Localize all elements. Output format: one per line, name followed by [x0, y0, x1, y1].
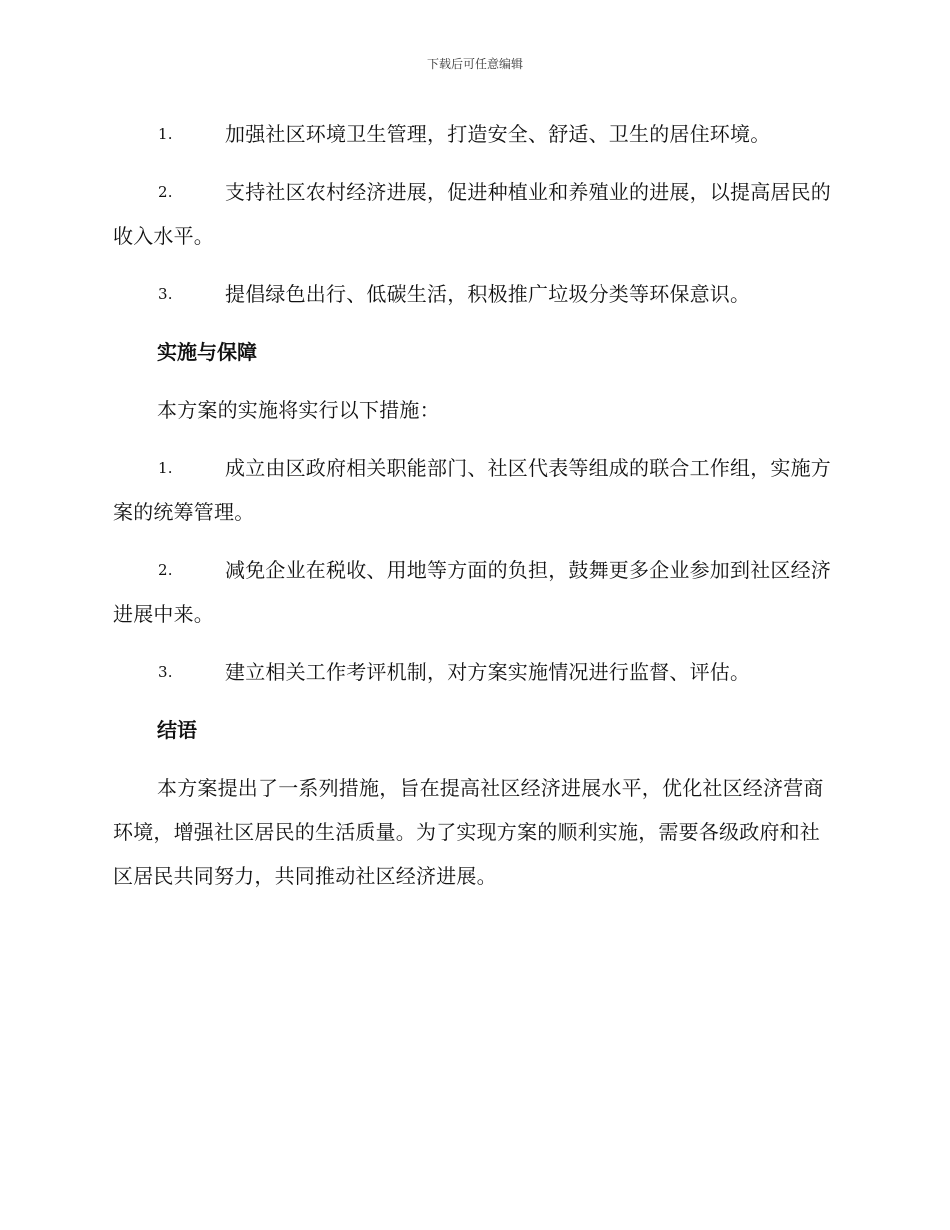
list-item-text: 建立相关工作考评机制，对方案实施情况进行监督、评估。: [225, 660, 751, 684]
list-item: [113, 170, 833, 258]
section-heading-conclusion: 结语: [157, 718, 197, 742]
list-item: [113, 446, 833, 534]
list-item-number: 1.: [158, 459, 173, 477]
list-item-text: 支持社区农村经济进展，促进种植业和养殖业的进展，以提高居民的收入水平。: [113, 180, 831, 248]
conclusion-paragraph: 本方案提出了一系列措施，旨在提高社区经济进展水平，优化社区经济营商环境，增强社区居民的生活质量。为了实现方案的顺利实施，需要各级政府和社区居民共同努力，共同推动社区经济进展。: [113, 776, 824, 888]
list-item-number: 2.: [158, 183, 173, 201]
list-item: [113, 548, 833, 636]
list-item-number: 1.: [158, 125, 173, 143]
list-item: [113, 272, 833, 316]
list-item-number: 2.: [158, 561, 173, 579]
implementation-intro: 本方案的实施将实行以下措施：: [157, 398, 440, 422]
list-item-text: 减免企业在税收、用地等方面的负担，鼓舞更多企业参加到社区经济进展中来。: [113, 558, 831, 626]
section-heading-implementation: 实施与保障: [157, 340, 257, 364]
list-item-number: 3.: [158, 663, 173, 681]
list-item-text: 加强社区环境卫生管理，打造安全、舒适、卫生的居住环境。: [225, 122, 771, 146]
list-item-number: 3.: [158, 285, 173, 303]
list-item: [113, 650, 833, 694]
list-item-text: 提倡绿色出行、低碳生活，积极推广垃圾分类等环保意识。: [225, 282, 751, 306]
list-item: [113, 112, 833, 156]
list-item-text: 成立由区政府相关职能部门、社区代表等组成的联合工作组，实施方案的统筹管理。: [113, 456, 831, 524]
document-body: [113, 112, 833, 912]
header-note: 下载后可任意编辑: [426, 57, 523, 71]
